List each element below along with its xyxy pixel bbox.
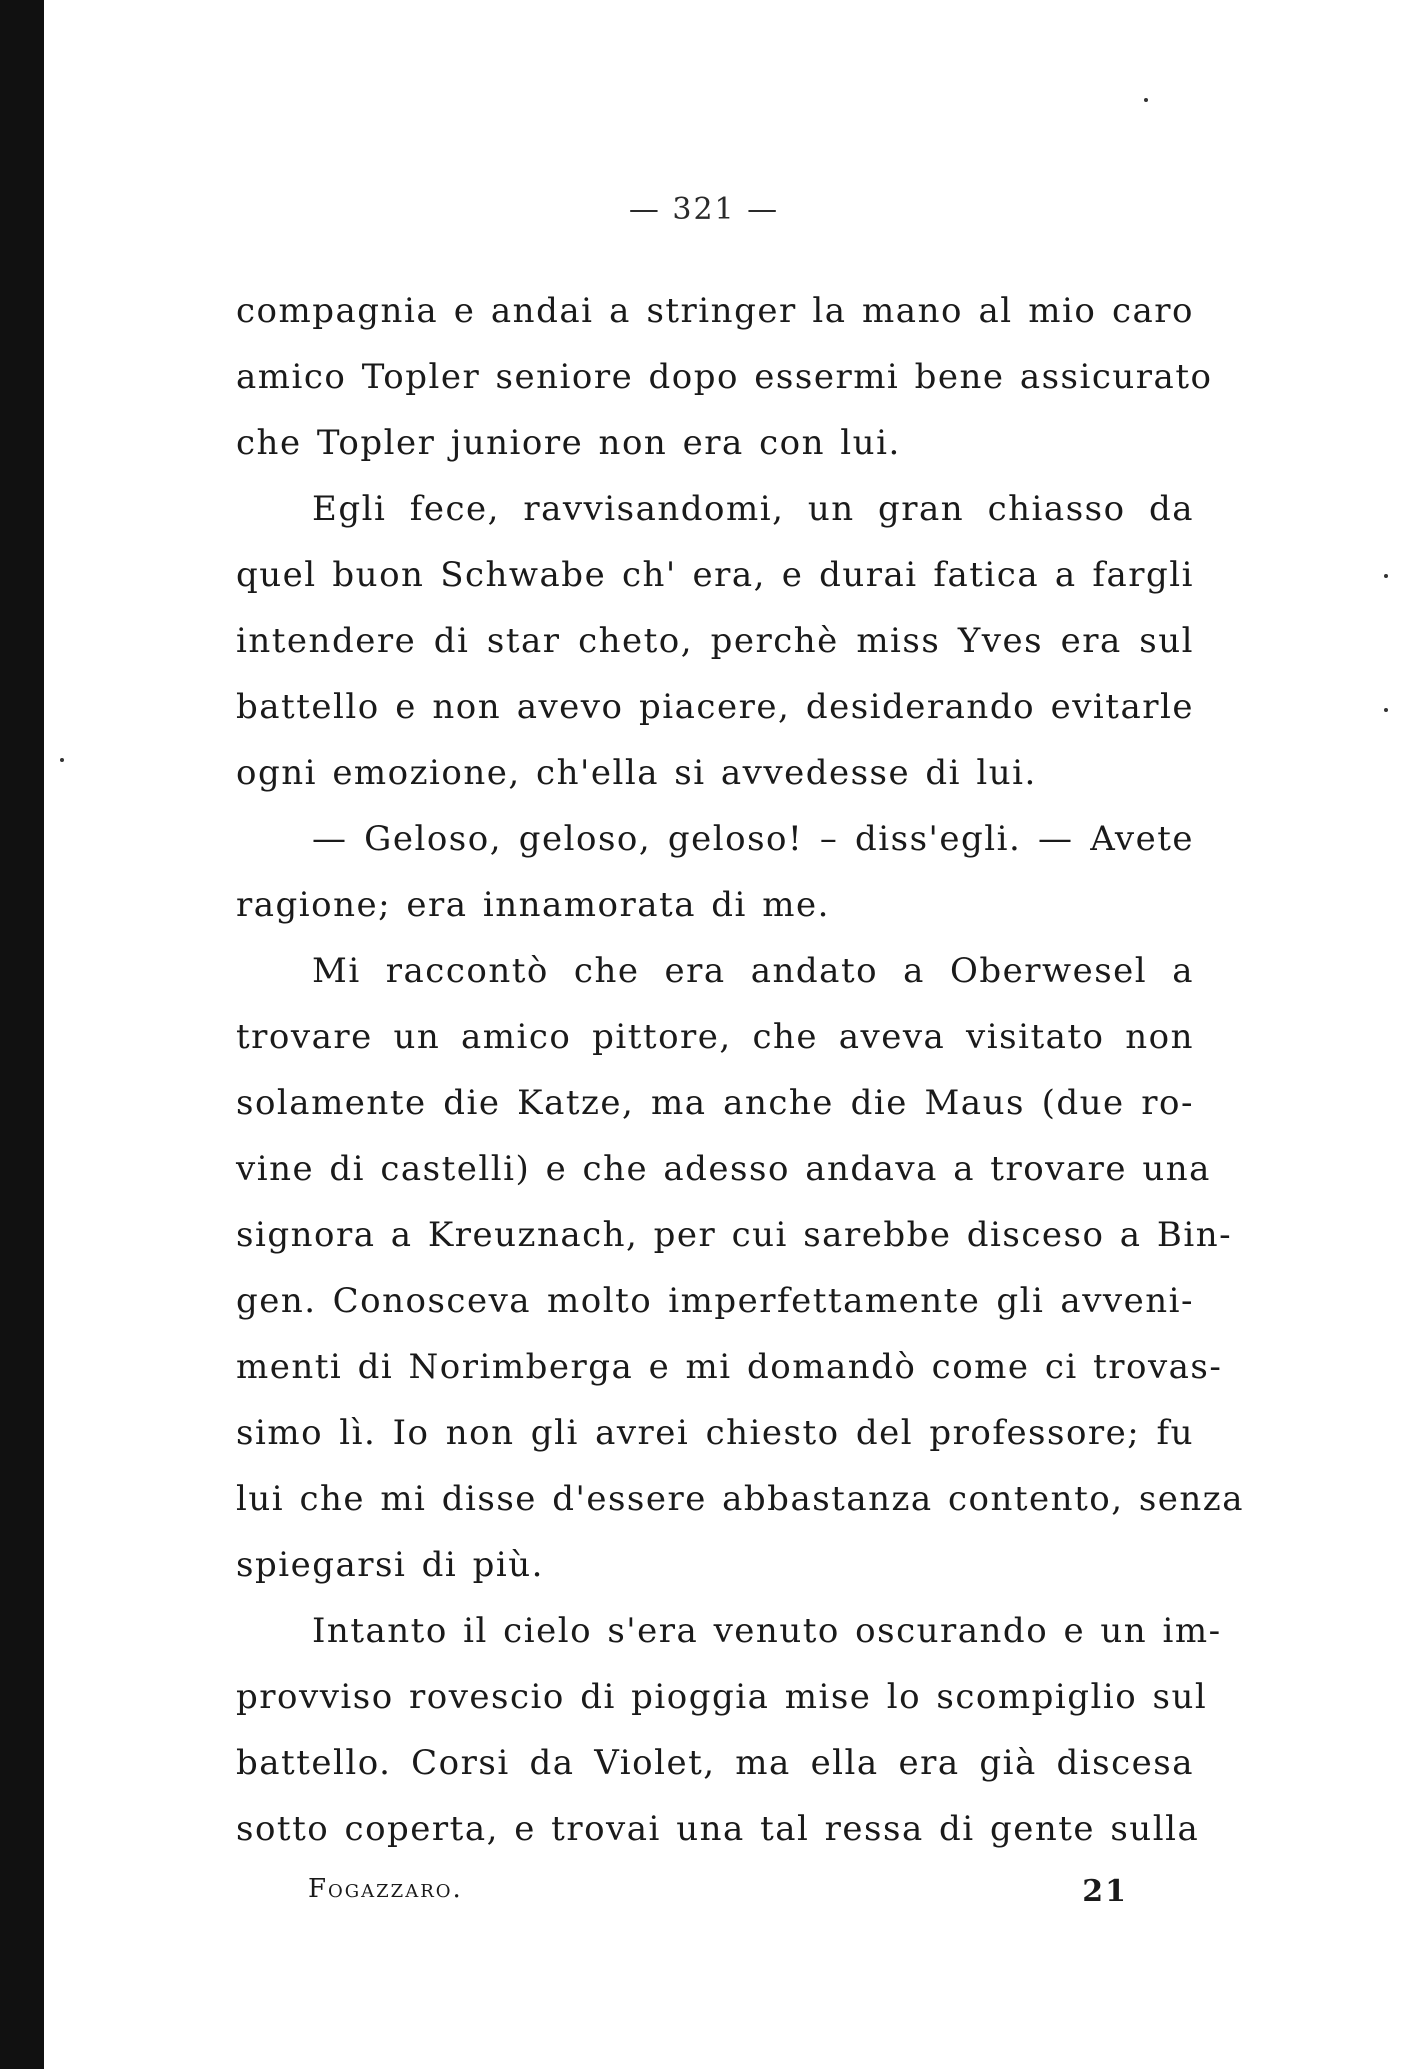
text-line: battello e non avevo piacere, desiderando evitarle — [236, 687, 1194, 727]
text-line: quel buon Schwabe ch' era, e durai fatica a fargli — [236, 555, 1194, 595]
text-line: Mi raccontò che era andato a Oberwesel a — [312, 951, 1194, 991]
text-line: vine di castelli) e che adesso andava a trovare una — [236, 1149, 1211, 1189]
text-line: ragione; era innamorata di me. — [236, 885, 830, 925]
text-line: — Geloso, geloso, geloso! – diss'egli. — Avete — [312, 819, 1194, 859]
text-line: ogni emozione, ch'ella si avvedesse di lui. — [236, 753, 1037, 793]
page-number: — 321 — — [628, 192, 780, 227]
text-line: menti di Norimberga e mi domandò come ci trovas- — [236, 1347, 1223, 1387]
text-line: solamente die Katze, ma anche die Maus (due ro- — [236, 1083, 1194, 1123]
text-line: lui che mi disse d'essere abbastanza contento, senza — [236, 1479, 1244, 1519]
page-footer — [308, 1874, 1128, 1909]
text-line: Intanto il cielo s'era venuto oscurando e un im- — [312, 1611, 1222, 1651]
body-text — [236, 278, 1244, 1862]
text-line: Egli fece, ravvisandomi, un gran chiasso da — [312, 489, 1194, 529]
text-line: intendere di star cheto, perchè miss Yves era sul — [236, 621, 1194, 661]
text-line: sotto coperta, e trovai una tal ressa di gente sulla — [236, 1809, 1200, 1849]
text-line: spiegarsi di più. — [236, 1545, 544, 1585]
signature-mark: 21 — [1082, 1874, 1128, 1909]
text-line: provviso rovescio di pioggia mise lo scompiglio sul — [236, 1677, 1208, 1717]
scan-speck — [1144, 98, 1148, 102]
scan-speck — [1384, 574, 1388, 578]
text-line: trovare un amico pittore, che aveva visitato non — [236, 1017, 1194, 1057]
scan-speck — [60, 758, 64, 762]
scan-speck — [1384, 708, 1388, 712]
text-line: signora a Kreuznach, per cui sarebbe disceso a Bin- — [236, 1215, 1233, 1255]
text-line: battello. Corsi da Violet, ma ella era già discesa — [236, 1743, 1194, 1783]
footer-author: Fogazzaro. — [308, 1874, 463, 1904]
text-line: amico Topler seniore dopo essermi bene assicurato — [236, 357, 1213, 397]
text-line: compagnia e andai a stringer la mano al mio caro — [236, 291, 1194, 331]
text-line: simo lì. Io non gli avrei chiesto del professore; fu — [236, 1413, 1194, 1453]
text-line: gen. Conosceva molto imperfettamente gli avveni- — [236, 1281, 1194, 1321]
scan-edge — [0, 0, 44, 2069]
text-line: che Topler juniore non era con lui. — [236, 423, 901, 463]
